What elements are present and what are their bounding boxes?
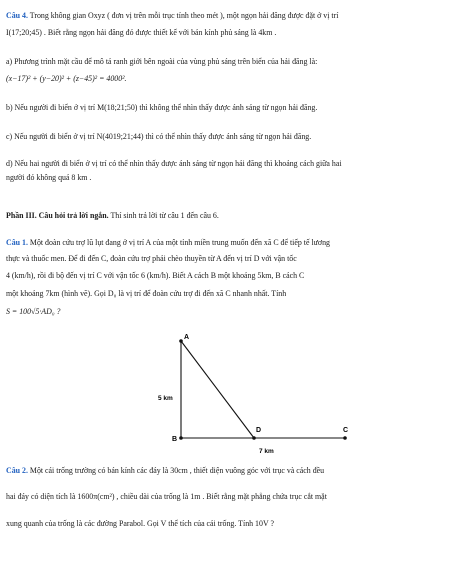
label-a: A <box>184 334 190 341</box>
q1-line-2: thực và thuốc men. Để đi đến C, đoàn cứu trợ phải chèo thuyền từ A đến vị trí D với vận tốc <box>6 254 297 263</box>
q2-label: Câu 2. <box>6 466 28 475</box>
q1-label: Câu 1. <box>6 238 28 247</box>
label-d: D <box>256 427 262 434</box>
q4-intro-line-1 <box>6 10 338 21</box>
q4-statement-c: c) Nếu người đi biển ở vị trí N(4019;21;44) thì có thể nhìn thấy được ánh sáng từ ngọn hải đăng. <box>6 132 312 141</box>
q4-statement-a-1: a) Phương trình mặt cầu để mô tả ranh giới bên ngoài của vùng phủ sáng trên biển của hải đăng là: <box>6 57 318 66</box>
part3-instruction: Thí sinh trả lời từ câu 1 đến câu 6. <box>110 211 219 220</box>
q1-line-4: một khoảng 7km (hình vẽ). Gọi D₀ là vị trí để đoàn cứu trợ đi đến xã C nhanh nhất. Tính <box>6 289 287 298</box>
q4-statement-b: b) Nếu người đi biển ở vị trí M(18;21;50) thì không thể nhìn thấy được ánh sáng từ ngọn hải đăng. <box>6 103 318 112</box>
rescue-route-figure <box>150 328 360 458</box>
point-b <box>179 436 183 440</box>
label-bc-length: 7 km <box>259 448 274 455</box>
segment-ad <box>181 341 254 438</box>
q2-text-1: Một cái trống trường có bán kính các đáy là 30cm , thiết diện vuông góc với trục và cách đều <box>29 466 325 475</box>
label-b: B <box>172 436 178 443</box>
part3-heading: Phần III. Câu hỏi trả lời ngắn. <box>6 211 109 220</box>
label-c: C <box>343 427 349 434</box>
q1-line-3: 4 (km/h), rồi đi bộ đến vị trí C với vận tốc 6 (km/h). Biết A cách B một khoảng 5km, B cách C <box>6 271 305 280</box>
q4-statement-d-1: d) Nếu hai người đi biển ở vị trí có thể nhìn thấy được ánh sáng từ ngọn hải đăng thì khoảng cách giữa hai <box>6 159 342 168</box>
q4-intro-line-2: I(17;20;45) . Biết rằng ngọn hải đăng đó được thiết kế với bán kính phủ sáng là 4km . <box>6 28 277 37</box>
q2-line-2: hai đáy có diện tích là 1600π(cm²) , chiều dài của trống là 1m . Biết rằng mặt phẳng chứa trục cắt mặt <box>6 492 327 501</box>
label-ab-length: 5 km <box>158 395 173 402</box>
q4-intro-text-1: Trong không gian Oxyz ( đơn vị trên mỗi trục tính theo mét ), một ngọn hải đăng được đặt ở vị trí <box>29 11 339 20</box>
q4-statement-d-2: người đó không quá 8 km . <box>6 173 92 182</box>
q1-line-1 <box>6 237 330 248</box>
q1-line-5: S = 100√5·AD₀ ? <box>6 307 61 316</box>
point-d <box>252 436 256 440</box>
q4-label: Câu 4. <box>6 11 28 20</box>
q1-text-1: Một đoàn cứu trợ lũ lụt đang ở vị trí A của một tỉnh miền trung muốn đến xã C để tiếp tế lương <box>29 238 330 247</box>
part3-heading-line <box>6 210 219 221</box>
q4-statement-a-2: (x−17)² + (y−20)² + (z−45)² = 4000². <box>6 74 127 83</box>
q2-line-1 <box>6 465 324 476</box>
q2-line-3: xung quanh của trống là các đường Parabol. Gọi V thể tích của cái trống. Tính 10V ? <box>6 519 274 528</box>
point-a <box>179 339 183 343</box>
point-c <box>343 436 347 440</box>
